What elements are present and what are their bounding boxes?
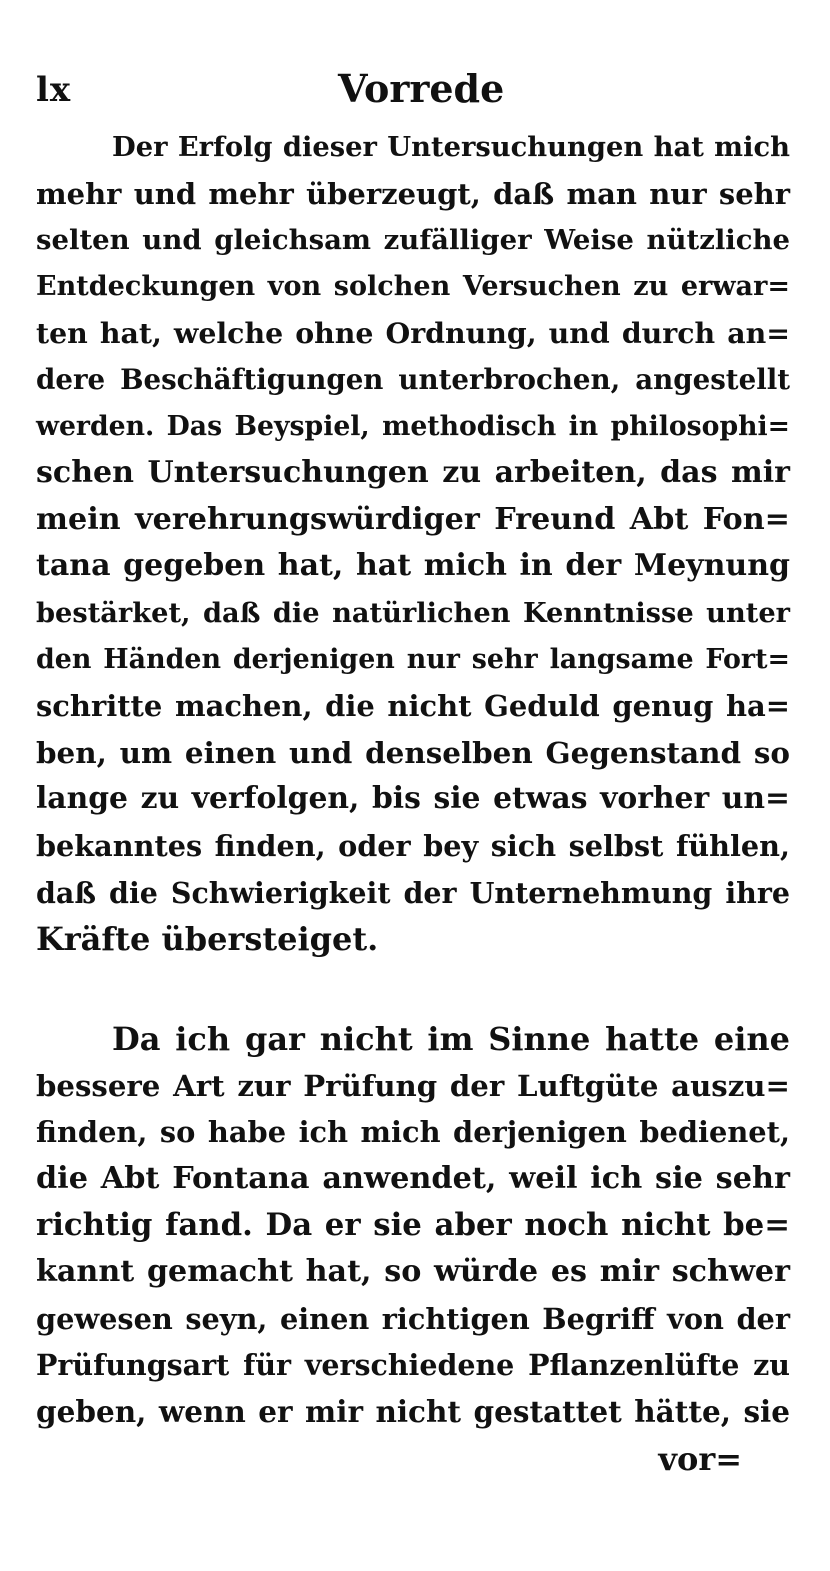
text-line: dere Beschäftigungen unterbrochen, angestellt	[36, 362, 790, 396]
text-line: daß die Schwierigkeit der Unternehmung ihre	[36, 875, 790, 910]
text-line: Entdeckungen von solchen Versuchen zu erwar=	[36, 270, 790, 302]
text-line: bessere Art zur Prüfung der Luftgüte auszu=	[36, 1068, 790, 1103]
text-line: gewesen seyn, einen richtigen Begriff von der	[36, 1301, 790, 1336]
text-line: geben, wenn er mir nicht gestattet hätte, sie	[36, 1393, 790, 1429]
text-line: bestärket, daß die natürlichen Kenntnisse unter	[36, 596, 790, 629]
text-line: mehr und mehr überzeugt, daß man nur sehr	[36, 176, 790, 211]
text-line: den Händen derjenigen nur sehr langsame Fort=	[36, 643, 790, 675]
text-line: lange zu verfolgen, bis sie etwas vorher un=	[36, 781, 790, 817]
paragraph-1	[36, 124, 790, 963]
text-line: Prüfungsart für verschiedene Pflanzenlüfte zu	[36, 1348, 790, 1383]
catchword: vor=	[658, 1440, 742, 1478]
text-line: mein verehrungswürdiger Freund Abt Fon=	[36, 501, 790, 537]
running-head: Vorrede	[338, 66, 505, 111]
text-line: werden. Das Beyspiel, methodisch in philosophi=	[36, 410, 790, 442]
page-header	[36, 66, 796, 116]
text-line: selten und gleichsam zufälliger Weise nützliche	[36, 224, 790, 257]
text-line: Da ich gar nicht im Sinne hatte eine	[112, 1020, 790, 1058]
text-line: ten hat, welche ohne Ordnung, und durch an=	[36, 316, 790, 351]
text-line: Kräfte übersteiget.	[36, 920, 379, 959]
text-line: schen Untersuchungen zu arbeiten, das mir	[36, 455, 790, 491]
paragraph-2	[36, 1016, 790, 1435]
text-line: richtig fand. Da er sie aber noch nicht be=	[36, 1207, 790, 1244]
text-line: die Abt Fontana anwendet, weil ich sie sehr	[36, 1160, 790, 1196]
text-line: Der Erfolg dieser Untersuchungen hat mich	[112, 131, 790, 163]
text-line: bekanntes finden, oder bey sich selbst fühlen,	[36, 828, 790, 863]
text-line: kannt gemacht hat, so würde es mir schwer	[36, 1253, 790, 1289]
page-number: lx	[36, 70, 72, 110]
text-line: finden, so habe ich mich derjenigen bedienet,	[36, 1115, 790, 1150]
text-line: tana gegeben hat, hat mich in der Meynung	[36, 548, 790, 584]
text-line: ben, um einen und denselben Gegenstand so	[36, 734, 790, 770]
text-line: schritte machen, die nicht Geduld genug ha=	[36, 689, 790, 724]
